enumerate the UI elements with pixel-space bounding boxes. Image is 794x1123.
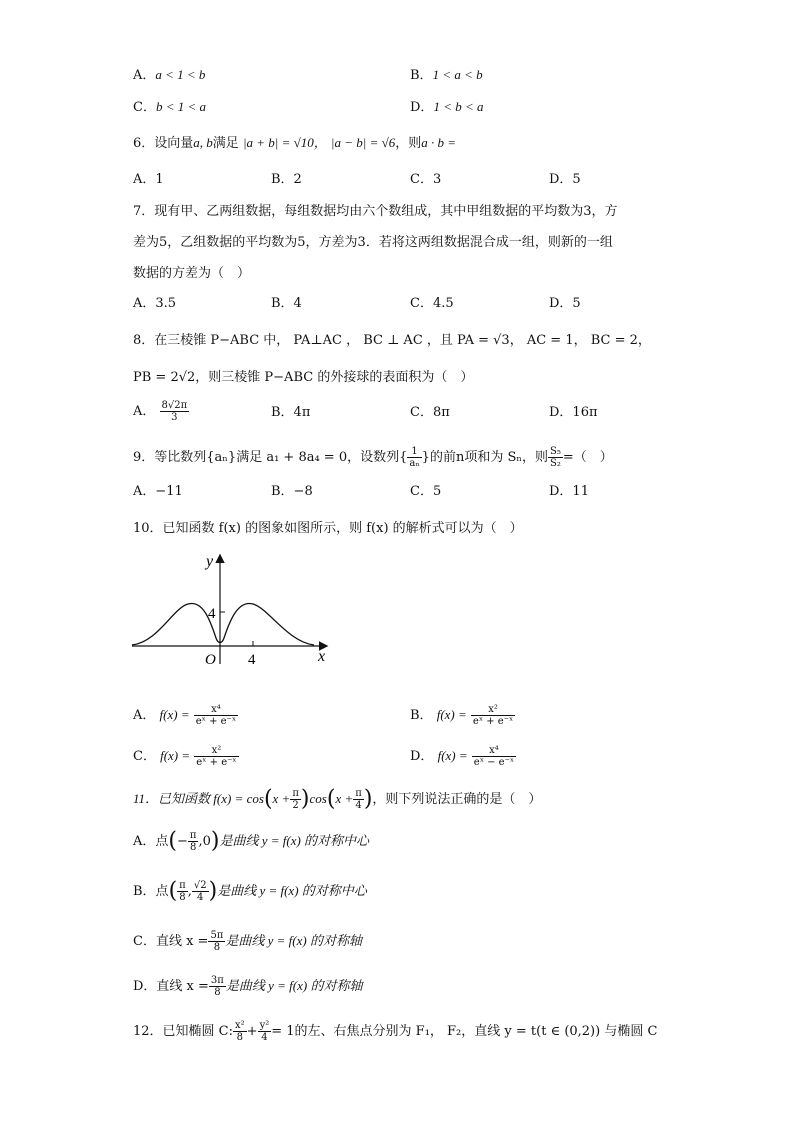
q7-option-a: A．3.5 [133, 296, 177, 311]
q7-stem-line3: 数据的方差为（ ） [133, 266, 251, 281]
q10-function-graph [128, 548, 334, 668]
q8-stem-line2: PB = 2√2，则三棱锥 P−ABC 的外接球的表面积为（ ） [133, 370, 474, 385]
q11-option-d: D．直线 x = $\frac{3\pi}{8}$ 是曲线 y = f(x) 的对称轴 [133, 975, 363, 998]
q9-option-a: A．−11 [133, 484, 183, 499]
q5-option-d: D．1 < b < a [410, 99, 484, 115]
q5-option-b: B．1 < a < b [410, 67, 483, 83]
q6-option-d: D．5 [549, 172, 581, 187]
q11-option-a: A．点(− $\frac{\pi}{8}$ ,0)是曲线 y = f(x) 的对称中心 [133, 828, 370, 854]
q12-stem: 12．已知椭圆 C: $\frac{\text{x²}}{8}$ + $\frac{\text{y²}}{4}$ = 1的左、右焦点分别为 F₁， F₂，直线 y = t(t ∈ (0,2)) 与椭圆 C [133, 1020, 658, 1043]
q6-stem: 6．设向量a, b满足 |a + b| = √10， |a − b| = √6，则a · b = [133, 135, 457, 151]
q11-option-b: B．点( $\frac{\pi}{8}$ , $\frac{√2}{4}$ )是曲线 y = f(x) 的对称中心 [133, 878, 367, 904]
q9-stem: 9．等比数列{aₙ}满足 a₁ + 8a₄ = 0，设数列{ $\frac{1}{\text{aₙ}}$ }的前n项和为 Sₙ，则 $\frac{\text{S₅}}{\text{S₂}}$ =（ ） [133, 446, 613, 469]
x-tick-label: 4 [248, 652, 256, 668]
q7-option-c: C．4.5 [410, 296, 454, 311]
q8-option-d: D．16π [549, 405, 598, 420]
q7-stem-line2: 差为5，乙组数据的平均数为5，方差为3．若将这两组数据混合成一组，则新的一组 [133, 235, 613, 250]
q11-stem: 11．已知函数 f(x) = cos(x + $\frac{\pi}{2}$ )cos(x + $\frac{\pi}{4}$ )，则下列说法正确的是（ ） [133, 786, 542, 812]
q10-option-d: D． f(x) = $\frac{\text{x⁴}}{\text{eˣ − e⁻ˣ}}$ [410, 745, 515, 768]
q8-option-b: B．4π [271, 405, 311, 420]
q7-stem-line1: 7．现有甲、乙两组数据，每组数据均由六个数组成，其中甲组数据的平均数为3，方 [133, 204, 618, 219]
x-axis-label: x [318, 648, 326, 665]
q9-option-b: B．−8 [271, 484, 313, 499]
q7-option-d: D．5 [549, 296, 581, 311]
q10-stem: 10．已知函数 f(x) 的图象如图所示，则 f(x) 的解析式可以为（ ） [133, 521, 523, 536]
q8-option-c: C．8π [410, 405, 450, 420]
q9-ratio-fraction: $\frac{\text{S₅}}{\text{S₂}}$ [549, 446, 561, 469]
q5-option-a: A．a < 1 < b [133, 67, 206, 83]
q10-option-b: B． f(x) = $\frac{\text{x²}}{\text{eˣ + e⁻ˣ}}$ [410, 704, 514, 727]
q6-option-b: B．2 [271, 172, 302, 187]
q8-stem-line1: 8．在三棱锥 P−ABC 中， PA⊥AC ， BC ⊥ AC ，且 PA = √3， AC = 1， BC = 2， [133, 333, 651, 348]
q7-option-b: B．4 [271, 296, 302, 311]
q9-option-d: D．11 [549, 484, 589, 499]
q6-option-a: A．1 [133, 172, 164, 187]
origin-label: O [205, 652, 216, 668]
q10-option-c: C． f(x) = $\frac{\text{x²}}{\text{eˣ + e⁻ˣ}}$ [133, 745, 237, 768]
q9-reciprocal-fraction: $\frac{1}{\text{aₙ}}$ [409, 446, 420, 469]
q8-option-a: A． $\frac{8√2\pi}{3}$ [133, 400, 188, 423]
q6-option-c: C．3 [410, 172, 442, 187]
q5-option-c: C．b < 1 < a [133, 99, 206, 115]
q9-option-c: C．5 [410, 484, 442, 499]
y-axis-label: y [206, 553, 214, 570]
q10-option-a: A． f(x) = $\frac{\text{x⁴}}{\text{eˣ + e⁻ˣ}}$ [133, 704, 237, 727]
q11-option-c: C．直线 x = $\frac{5\pi}{8}$ 是曲线 y = f(x) 的对称轴 [133, 930, 362, 953]
y-tick-label: 4 [208, 606, 216, 622]
q8-option-a-fraction: $\frac{8√2\pi}{3}$ [161, 400, 188, 423]
function-curve [132, 603, 314, 645]
